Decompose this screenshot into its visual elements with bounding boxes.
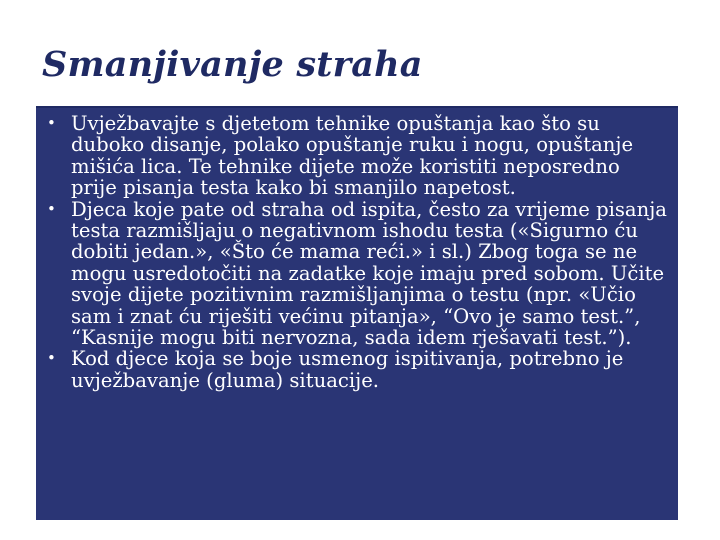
bullet-marker: • <box>47 114 56 132</box>
bullet-item <box>44 199 668 349</box>
bullet-marker: • <box>47 349 56 368</box>
bullet-list <box>44 113 668 391</box>
bullet-item <box>44 113 668 199</box>
content-panel <box>36 108 678 520</box>
bullet-text: Djeca koje pate od straha od ispita, često za vrijeme pisanja testa razmišljaju o negativnom ishodu testa («Sigurno ću dobiti jedan.», «Što će mama reći.» i sl.) Zbog toga se ne mogu usredotočiti na zadatke koje imaju pred sobom. Učite svoje dijete pozitivnim razmišljanjima o testu (npr. «Učio sam i znat ću riješiti većinu pitanja», “Ovo je samo test.”, “Kasnije mogu biti nervozna, sada idem rješavati test.”). <box>71 197 667 350</box>
bullet-marker: • <box>47 199 56 218</box>
bullet-text: Uvježbavajte s djetetom tehnike opuštanja kao što su duboko disanje, polako opuštanje ruku i nogu, opuštanje mišića lica. Te tehnike dijete može koristiti neposredno prije pisanja testa kako bi smanjilo napetost. <box>71 112 634 200</box>
bullet-item <box>44 348 668 391</box>
bullet-text: Kod djece koja se boje usmenog ispitivanja, potrebno je uvježbavanje (gluma) situacije. <box>71 347 624 392</box>
slide-title: Smanjivanje straha <box>42 44 423 85</box>
